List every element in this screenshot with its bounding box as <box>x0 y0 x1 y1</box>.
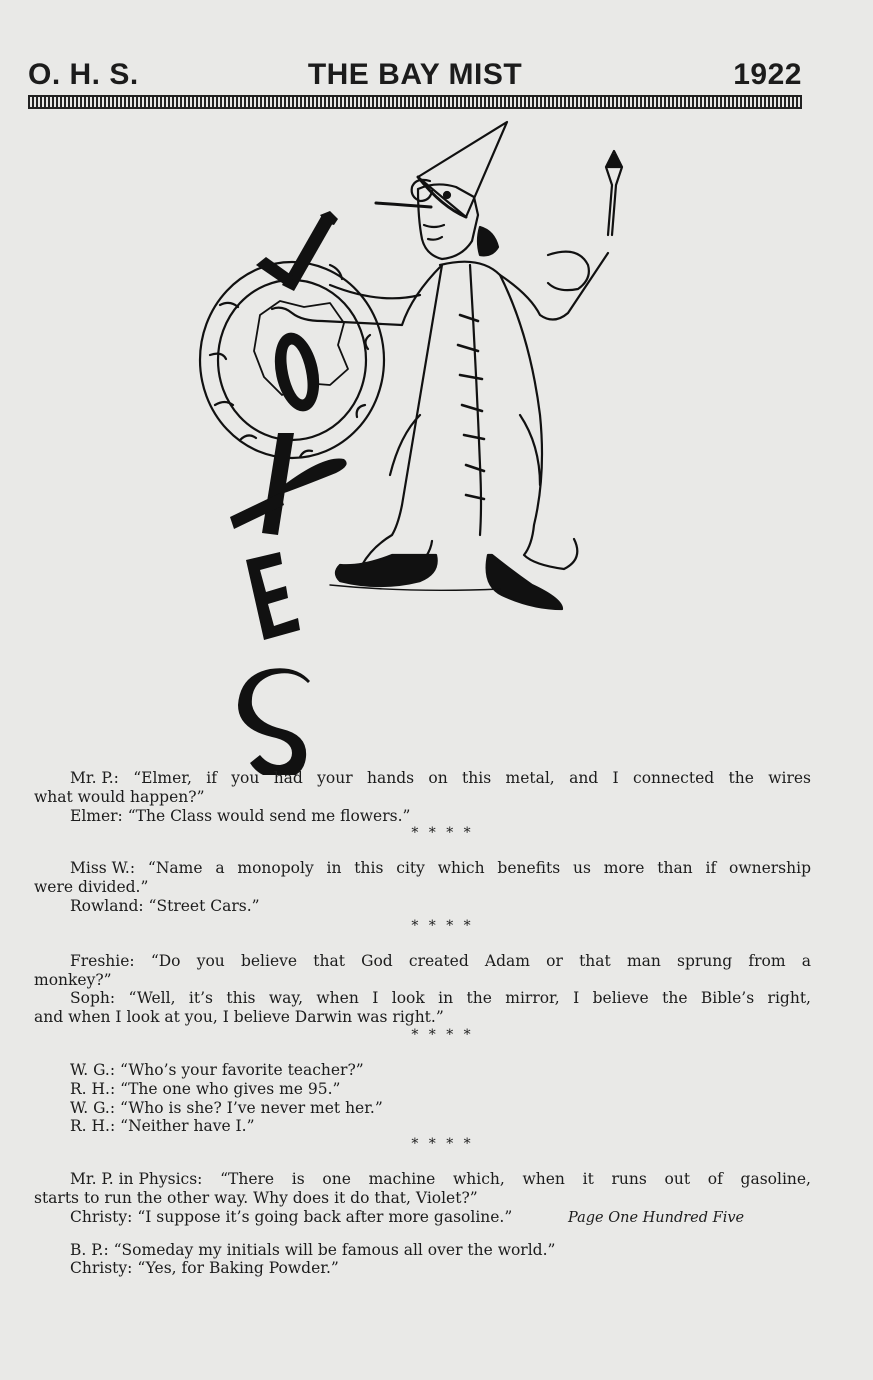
header-title: THE BAY MIST <box>307 58 523 91</box>
joke-line <box>34 1170 811 1189</box>
speaker-label: Mr. P.: <box>70 769 119 787</box>
joke-line <box>34 1099 811 1118</box>
joke-line <box>34 1080 811 1099</box>
speaker-label: B. P.: <box>70 1240 109 1259</box>
joke-text: “Who is she? I’ve never met her.” <box>120 1098 383 1117</box>
joke-line: starts to run the other way. Why does it do that, Violet?” <box>34 1188 478 1207</box>
joke-line <box>34 1241 811 1260</box>
letter-s <box>238 668 310 775</box>
joke-text: “Well, it’s this way, when I look in the mirror, I believe the Bible’s right, <box>128 989 811 1008</box>
letter-e <box>246 552 300 640</box>
joke-separator: * * * * <box>411 1136 474 1153</box>
joke-line <box>34 989 811 1008</box>
joke-text: “There is one machine which, when it runs out of gasoline, <box>220 1170 811 1189</box>
header-school: O. H. S. <box>28 58 139 91</box>
joke-text: “Name a monopoly in this city which benefits us more than if ownership <box>147 859 811 878</box>
joke-line <box>34 952 811 971</box>
joke-text: “Yes, for Baking Powder.” <box>137 1259 339 1278</box>
page-header <box>28 58 802 98</box>
header-year: 1922 <box>733 58 802 91</box>
speaker-label: W. G.: <box>70 1060 116 1079</box>
page-number: Page One Hundred Five <box>568 1210 745 1226</box>
joke-line <box>34 807 811 826</box>
joke-text: “Do you believe that God created Adam or that man sprung from a <box>150 951 811 970</box>
joke-line <box>34 1259 811 1278</box>
joke-text: “Someday my initials will be famous all over the world.” <box>113 1240 556 1259</box>
joke-line: monkey?” <box>34 970 112 989</box>
header-rule <box>28 95 802 109</box>
joke-text: “Who’s your favorite teacher?” <box>120 1060 364 1079</box>
speaker-label: Mr. P. in Physics: <box>70 1170 203 1189</box>
joke-line <box>34 859 811 878</box>
speaker-label: Christy: <box>70 1207 133 1226</box>
speaker-label: R. H.: <box>70 1079 116 1098</box>
joke-line: were divided.” <box>34 878 149 897</box>
speaker-label: Elmer: <box>70 806 123 825</box>
jokes-clown-illustration <box>180 115 650 775</box>
joke-text: “Neither have I.” <box>120 1117 255 1136</box>
joke-line <box>34 769 811 788</box>
joke-line: and when I look at you, I believe Darwin was right.” <box>34 1008 444 1027</box>
joke-text: “Elmer, if you had your hands on this metal, and I connected the wires <box>133 769 811 787</box>
speaker-label: W. G.: <box>70 1098 116 1117</box>
jokes-column <box>34 769 811 1278</box>
joke-line <box>34 1117 811 1136</box>
speaker-label: Miss W.: <box>70 859 136 878</box>
joke-separator: * * * * <box>411 1026 474 1043</box>
speaker-label: Freshie: <box>70 951 135 970</box>
joke-text: “Street Cars.” <box>148 896 260 915</box>
joke-line <box>34 1061 811 1080</box>
joke-separator: * * * * <box>411 825 474 842</box>
speaker-label: Christy: <box>70 1259 133 1278</box>
joke-text: “The Class would send me flowers.” <box>127 806 411 825</box>
joke-separator: * * * * <box>411 917 474 934</box>
joke-text: “I suppose it’s going back after more gasoline.” <box>137 1207 513 1226</box>
speaker-label: Rowland: <box>70 896 144 915</box>
joke-line <box>34 897 811 916</box>
joke-text: “The one who gives me 95.” <box>120 1079 341 1098</box>
speaker-label: R. H.: <box>70 1117 116 1136</box>
speaker-label: Soph: <box>70 989 116 1008</box>
joke-line: what would happen?” <box>34 787 205 806</box>
